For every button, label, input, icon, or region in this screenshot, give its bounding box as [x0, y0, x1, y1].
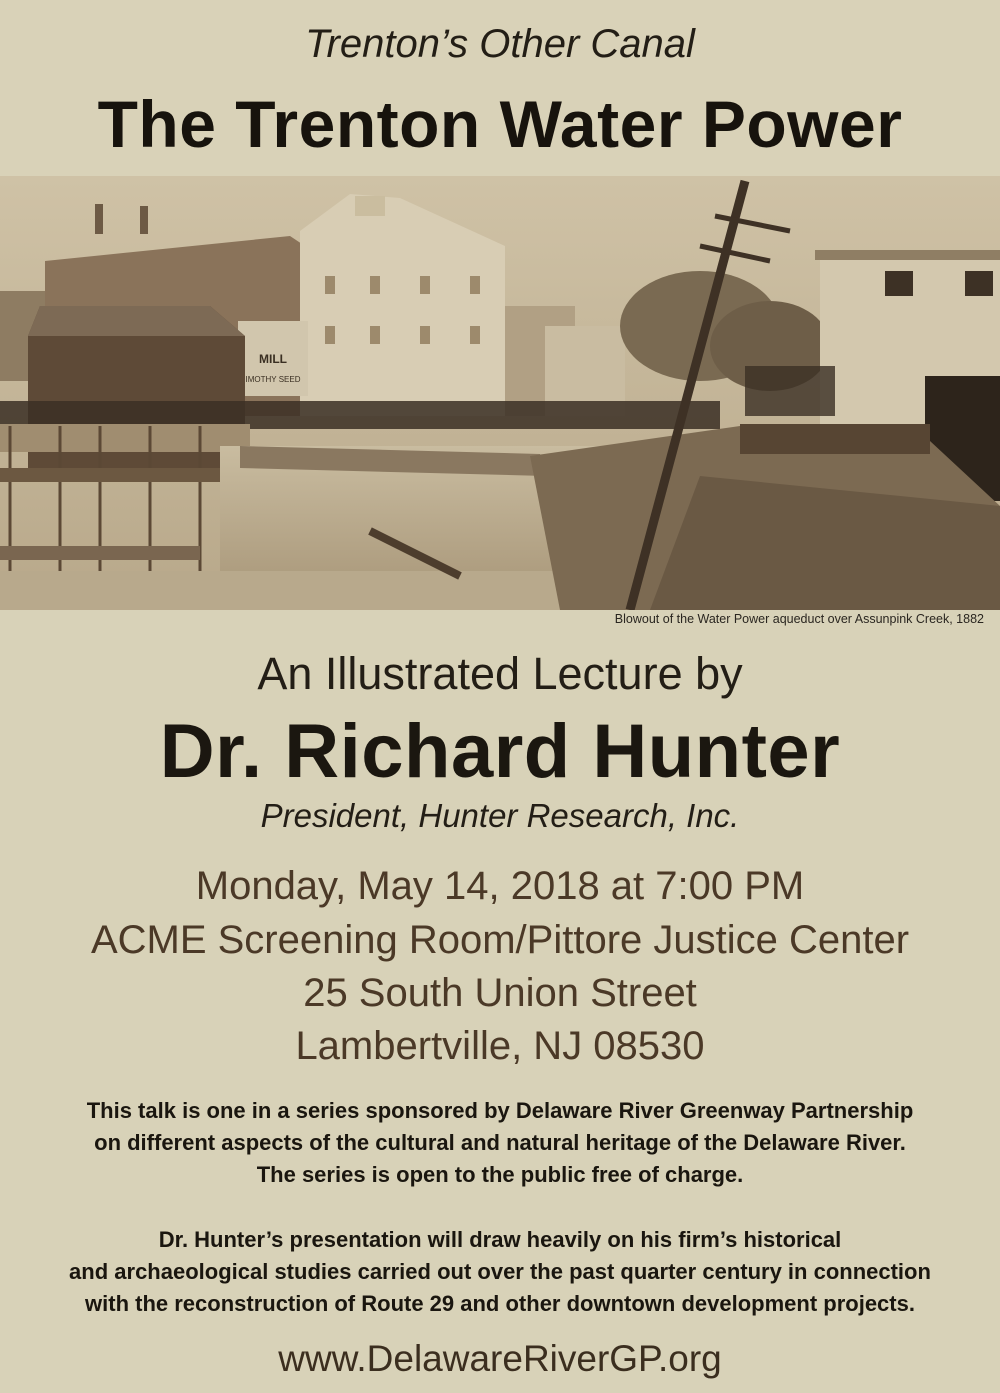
- poster-title: The Trenton Water Power: [97, 87, 903, 161]
- event-datetime: Monday, May 14, 2018 at 7:00 PM: [195, 864, 805, 908]
- historic-photo: [0, 176, 1000, 610]
- description-line: The series is open to the public free of charge.: [256, 1162, 744, 1187]
- photo-caption: Blowout of the Water Power aqueduct over Assunpink Creek, 1882: [614, 612, 984, 626]
- wooden-bridge: [0, 424, 250, 452]
- lecture-intro: An Illustrated Lecture by: [257, 648, 743, 699]
- description-line: on different aspects of the cultural and natural heritage of the Delaware River.: [94, 1130, 906, 1155]
- website-url: www.DelawareRiverGP.org: [278, 1338, 722, 1379]
- description-line: and archaeological studies carried out over the past quarter century in connection: [69, 1259, 931, 1284]
- description-line: Dr. Hunter’s presentation will draw heavily on his firm’s historical: [158, 1227, 842, 1252]
- speaker-name: Dr. Richard Hunter: [159, 709, 841, 794]
- poster-subtitle: Trenton’s Other Canal: [305, 22, 695, 66]
- description-line: This talk is one in a series sponsored by Delaware River Greenway Partnership: [86, 1098, 914, 1123]
- photo-illustration: [0, 176, 1000, 610]
- event-street: 25 South Union Street: [303, 971, 697, 1015]
- description-line: with the reconstruction of Route 29 and other downtown development projects.: [85, 1291, 915, 1316]
- event-venue: ACME Screening Room/Pittore Justice Center: [90, 918, 910, 962]
- description-paragraph-1: [0, 1095, 1000, 1191]
- event-city: Lambertville, NJ 08530: [295, 1024, 705, 1068]
- mill-sign-text: MILL: [259, 352, 287, 366]
- description-paragraph-2: [0, 1224, 1000, 1320]
- mill-sign-subtext: IMOTHY SEED: [245, 375, 301, 384]
- speaker-affiliation: President, Hunter Research, Inc.: [260, 797, 740, 834]
